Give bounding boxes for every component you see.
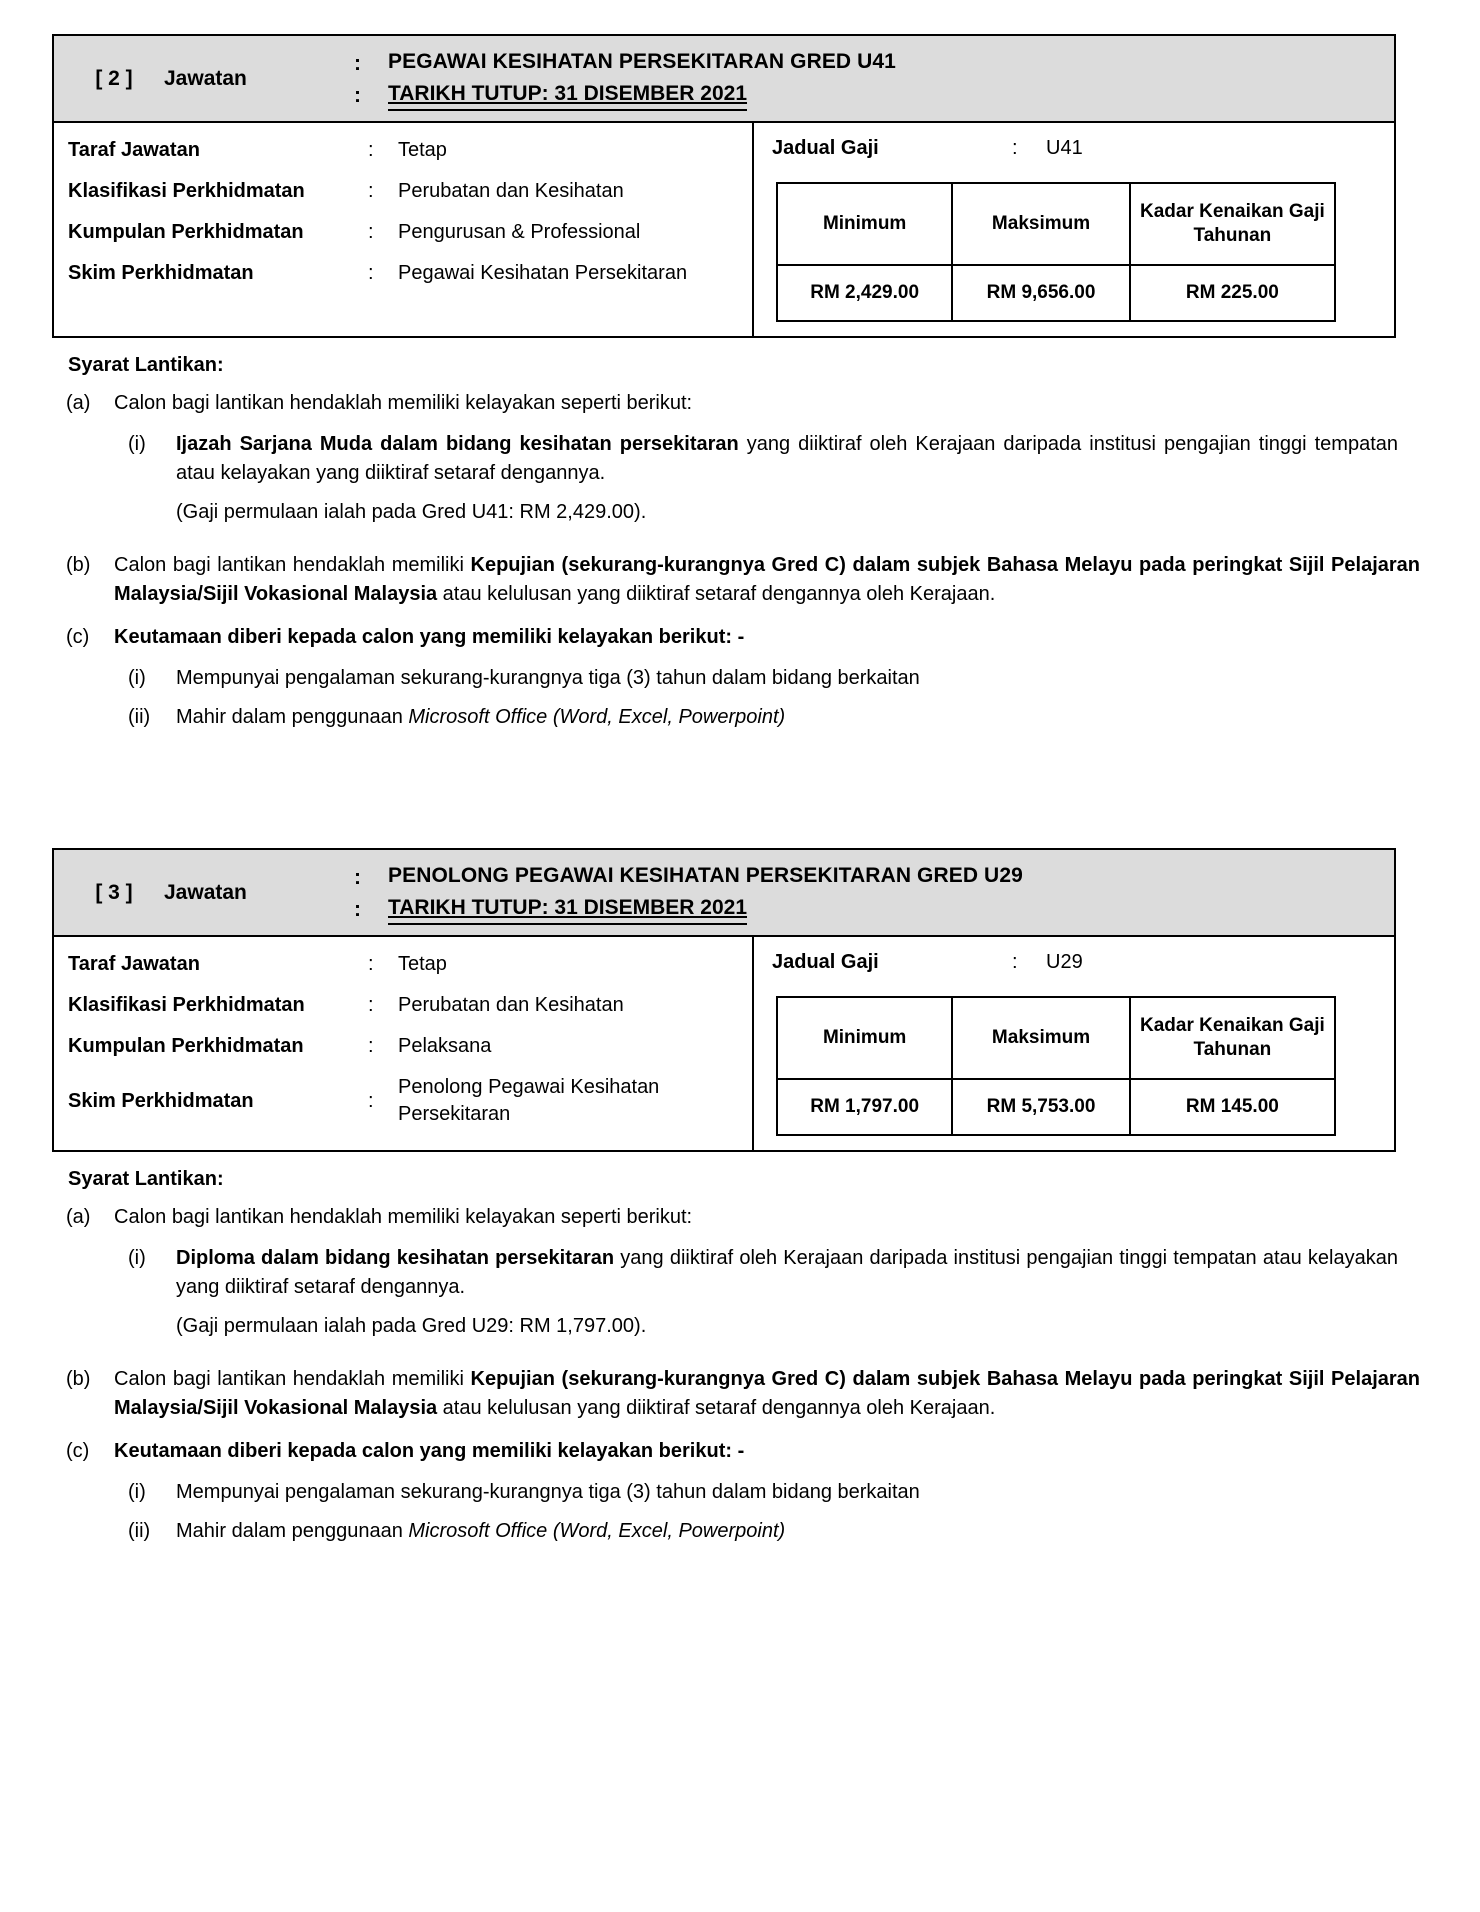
requirement-c bbox=[52, 1437, 1442, 1556]
requirement-text bbox=[114, 623, 1442, 742]
qualification-rest: yang diiktiraf oleh Kerajaan daripada institusi pengajian tinggi tempatan atau kelayakan yang diiktiraf setaraf dengannya. bbox=[176, 433, 1398, 484]
software-pre: Mahir dalam penggunaan bbox=[176, 1520, 409, 1542]
attr-klasifikasi bbox=[68, 992, 742, 1019]
attr-value: Tetap bbox=[398, 139, 447, 161]
column-header-minimum: Minimum bbox=[777, 183, 952, 265]
column-header-kadar: Kadar Kenaikan Gaji Tahunan bbox=[1130, 183, 1335, 265]
syarat-lantikan-title: Syarat Lantikan: bbox=[68, 1168, 224, 1190]
job-body bbox=[54, 123, 1394, 336]
attr-klasifikasi bbox=[68, 178, 742, 205]
requirement-b-pre: Calon bagi lantikan hendaklah memiliki bbox=[114, 554, 471, 576]
requirement-marker: (b) bbox=[66, 1368, 91, 1390]
attr-colon: : bbox=[368, 262, 374, 284]
colon-1: : bbox=[354, 52, 361, 75]
requirement-marker: (a) bbox=[66, 392, 91, 414]
job-info-table bbox=[52, 848, 1396, 1152]
job-header-text bbox=[388, 850, 1394, 935]
sub-text bbox=[176, 430, 1420, 527]
salary-section bbox=[754, 123, 1394, 336]
gred-value: U29 bbox=[1046, 951, 1083, 973]
sub-marker: (i) bbox=[128, 1481, 146, 1503]
job-info-table bbox=[52, 34, 1396, 338]
attr-colon: : bbox=[368, 221, 374, 243]
position-block-3 bbox=[52, 848, 1442, 1556]
software-name: Microsoft Office (Word, Excel, Powerpoint) bbox=[408, 706, 786, 728]
job-title: PEGAWAI KESIHATAN PERSEKITARAN GRED U41 bbox=[388, 50, 896, 73]
column-header-maksimum: Maksimum bbox=[952, 183, 1130, 265]
cell-maksimum: RM 5,753.00 bbox=[952, 1079, 1130, 1135]
attr-label: Skim Perkhidmatan bbox=[68, 262, 254, 284]
requirement-b-bold: Kepujian (sekurang-kurangnya Gred C) dalam subjek Bahasa Melayu pada peringkat Sijil Pelajaran Malaysia/Sijil Vokasional Malaysia bbox=[114, 1368, 1420, 1419]
column-header-maksimum: Maksimum bbox=[952, 997, 1130, 1079]
job-body bbox=[54, 937, 1394, 1150]
requirement-a-sublist bbox=[114, 430, 1420, 527]
software-pre: Mahir dalam penggunaan bbox=[176, 706, 409, 728]
requirement-a-intro: Calon bagi lantikan hendaklah memiliki kelayakan seperti berikut: bbox=[114, 1206, 693, 1228]
sub-marker: (ii) bbox=[128, 706, 151, 728]
section-gap bbox=[52, 756, 1442, 848]
attr-value: Tetap bbox=[398, 953, 447, 975]
requirement-b-post: atau kelulusan yang diiktiraf setaraf dengannya oleh Kerajaan. bbox=[437, 583, 996, 605]
requirement-a bbox=[52, 1203, 1442, 1351]
gred-value: U41 bbox=[1046, 137, 1083, 159]
salary-section bbox=[754, 937, 1394, 1150]
qualification-name: Diploma dalam bidang kesihatan persekitaran bbox=[176, 1247, 615, 1269]
closing-date: TARIKH TUTUP: 31 DISEMBER 2021 bbox=[388, 892, 747, 926]
attr-value: Pelaksana bbox=[398, 1035, 492, 1057]
requirement-text bbox=[114, 1203, 1442, 1351]
requirement-c bbox=[52, 623, 1442, 742]
attr-colon: : bbox=[368, 994, 374, 1016]
job-header-colons bbox=[354, 36, 388, 121]
jadual-gaji-label: Jadual Gaji bbox=[772, 137, 879, 159]
requirement-a-sublist bbox=[114, 1244, 1420, 1341]
attr-colon: : bbox=[1012, 137, 1018, 159]
attr-kumpulan bbox=[68, 219, 742, 246]
requirement-marker: (c) bbox=[66, 626, 90, 648]
table-row bbox=[777, 1079, 1335, 1135]
job-header-text bbox=[388, 36, 1394, 121]
sub-text bbox=[176, 1517, 1420, 1546]
colon-1: : bbox=[354, 866, 361, 889]
cell-maksimum: RM 9,656.00 bbox=[952, 265, 1130, 321]
attr-label: Klasifikasi Perkhidmatan bbox=[68, 994, 305, 1016]
attr-kumpulan bbox=[68, 1033, 742, 1060]
closing-date: TARIKH TUTUP: 31 DISEMBER 2021 bbox=[388, 78, 747, 112]
attr-value: Perubatan dan Kesihatan bbox=[398, 180, 624, 202]
job-index: [ 3 ] bbox=[95, 880, 133, 904]
requirement-c-bold: Keutamaan diberi kepada calon yang memiliki kelayakan berikut: - bbox=[114, 626, 745, 648]
requirement-a bbox=[52, 389, 1442, 537]
attr-label: Taraf Jawatan bbox=[68, 953, 200, 975]
job-index: [ 2 ] bbox=[95, 66, 133, 90]
attr-colon: : bbox=[368, 953, 374, 975]
attr-skim bbox=[68, 260, 742, 287]
requirement-text bbox=[114, 1437, 1442, 1556]
job-header-colons bbox=[354, 850, 388, 935]
requirement-text bbox=[114, 551, 1442, 609]
requirement-text bbox=[114, 389, 1442, 537]
attr-taraf-jawatan bbox=[68, 951, 742, 978]
job-title: PENOLONG PEGAWAI KESIHATAN PERSEKITARAN GRED U29 bbox=[388, 864, 1023, 887]
sub-marker: (i) bbox=[128, 433, 146, 455]
starting-salary-note: (Gaji permulaan ialah pada Gred U29: RM 1,797.00). bbox=[176, 1315, 647, 1337]
sub-item bbox=[114, 1244, 1420, 1341]
attr-value: Pengurusan & Professional bbox=[398, 221, 641, 243]
attr-value: Penolong Pegawai Kesihatan Persekitaran bbox=[398, 1076, 660, 1125]
syarat-lantikan-title: Syarat Lantikan: bbox=[68, 354, 224, 376]
job-header bbox=[54, 36, 1394, 123]
cell-minimum: RM 2,429.00 bbox=[777, 265, 952, 321]
cell-minimum: RM 1,797.00 bbox=[777, 1079, 952, 1135]
requirement-marker: (c) bbox=[66, 1440, 90, 1462]
requirement-b bbox=[52, 1365, 1442, 1423]
sub-text bbox=[176, 703, 1420, 732]
salary-table bbox=[776, 996, 1336, 1136]
requirement-marker: (a) bbox=[66, 1206, 91, 1228]
sub-text: Mempunyai pengalaman sekurang-kurangnya tiga (3) tahun dalam bidang berkaitan bbox=[176, 667, 920, 689]
colon-2: : bbox=[354, 83, 361, 107]
attr-value: Pegawai Kesihatan Persekitaran bbox=[398, 262, 688, 284]
cell-kadar: RM 225.00 bbox=[1130, 265, 1335, 321]
attr-colon: : bbox=[368, 1089, 374, 1112]
requirement-b-post: atau kelulusan yang diiktiraf setaraf dengannya oleh Kerajaan. bbox=[437, 1397, 996, 1419]
attr-colon: : bbox=[368, 180, 374, 202]
column-header-kadar: Kadar Kenaikan Gaji Tahunan bbox=[1130, 997, 1335, 1079]
starting-salary-note: (Gaji permulaan ialah pada Gred U41: RM 2,429.00). bbox=[176, 501, 647, 523]
attr-colon: : bbox=[368, 139, 374, 161]
requirement-marker: (b) bbox=[66, 554, 91, 576]
requirement-text bbox=[114, 1365, 1442, 1423]
table-header-row bbox=[777, 997, 1335, 1079]
sub-marker: (i) bbox=[128, 667, 146, 689]
attr-label: Klasifikasi Perkhidmatan bbox=[68, 180, 305, 202]
job-label: Jawatan bbox=[164, 66, 247, 90]
requirement-c-sublist bbox=[114, 664, 1420, 732]
salary-table bbox=[776, 182, 1336, 322]
job-attributes bbox=[54, 937, 754, 1150]
requirement-b-pre: Calon bagi lantikan hendaklah memiliki bbox=[114, 1368, 471, 1390]
colon-2: : bbox=[354, 897, 361, 921]
attr-label: Taraf Jawatan bbox=[68, 139, 200, 161]
attr-label: Kumpulan Perkhidmatan bbox=[68, 221, 304, 243]
sub-marker: (i) bbox=[128, 1247, 146, 1269]
jadual-gaji-row bbox=[772, 951, 1376, 974]
requirement-c-sublist bbox=[114, 1478, 1420, 1546]
jadual-gaji-row bbox=[772, 137, 1376, 160]
position-block-2 bbox=[52, 34, 1442, 742]
sub-item bbox=[114, 1478, 1420, 1507]
attr-label: Kumpulan Perkhidmatan bbox=[68, 1035, 304, 1057]
jadual-gaji-label: Jadual Gaji bbox=[772, 951, 879, 973]
software-name: Microsoft Office (Word, Excel, Powerpoint) bbox=[408, 1520, 786, 1542]
sub-text bbox=[176, 1244, 1420, 1341]
requirement-b bbox=[52, 551, 1442, 609]
sub-item bbox=[114, 664, 1420, 693]
attr-label: Skim Perkhidmatan bbox=[68, 1089, 254, 1112]
sub-item bbox=[114, 1517, 1420, 1546]
sub-marker: (ii) bbox=[128, 1520, 151, 1542]
job-label: Jawatan bbox=[164, 880, 247, 904]
requirement-a-intro: Calon bagi lantikan hendaklah memiliki kelayakan seperti berikut: bbox=[114, 392, 693, 414]
cell-kadar: RM 145.00 bbox=[1130, 1079, 1335, 1135]
column-header-minimum: Minimum bbox=[777, 997, 952, 1079]
job-header bbox=[54, 850, 1394, 937]
attr-taraf-jawatan bbox=[68, 137, 742, 164]
attr-colon: : bbox=[368, 1035, 374, 1057]
sub-text: Mempunyai pengalaman sekurang-kurangnya tiga (3) tahun dalam bidang berkaitan bbox=[176, 1481, 920, 1503]
qualification-name: Ijazah Sarjana Muda dalam bidang kesihatan persekitaran bbox=[176, 433, 739, 455]
table-header-row bbox=[777, 183, 1335, 265]
requirement-b-bold: Kepujian (sekurang-kurangnya Gred C) dalam subjek Bahasa Melayu pada peringkat Sijil Pelajaran Malaysia/Sijil Vokasional Malaysia bbox=[114, 554, 1420, 605]
sub-item bbox=[114, 430, 1420, 527]
attr-skim bbox=[68, 1074, 742, 1128]
qualification-rest: yang diiktiraf oleh Kerajaan daripada institusi pengajian tinggi tempatan atau kelayakan yang diiktiraf setaraf dengannya. bbox=[176, 1247, 1398, 1298]
requirement-c-bold: Keutamaan diberi kepada calon yang memiliki kelayakan berikut: - bbox=[114, 1440, 745, 1462]
attr-colon: : bbox=[1012, 951, 1018, 973]
job-attributes bbox=[54, 123, 754, 336]
sub-item bbox=[114, 703, 1420, 732]
attr-value: Perubatan dan Kesihatan bbox=[398, 994, 624, 1016]
table-row bbox=[777, 265, 1335, 321]
